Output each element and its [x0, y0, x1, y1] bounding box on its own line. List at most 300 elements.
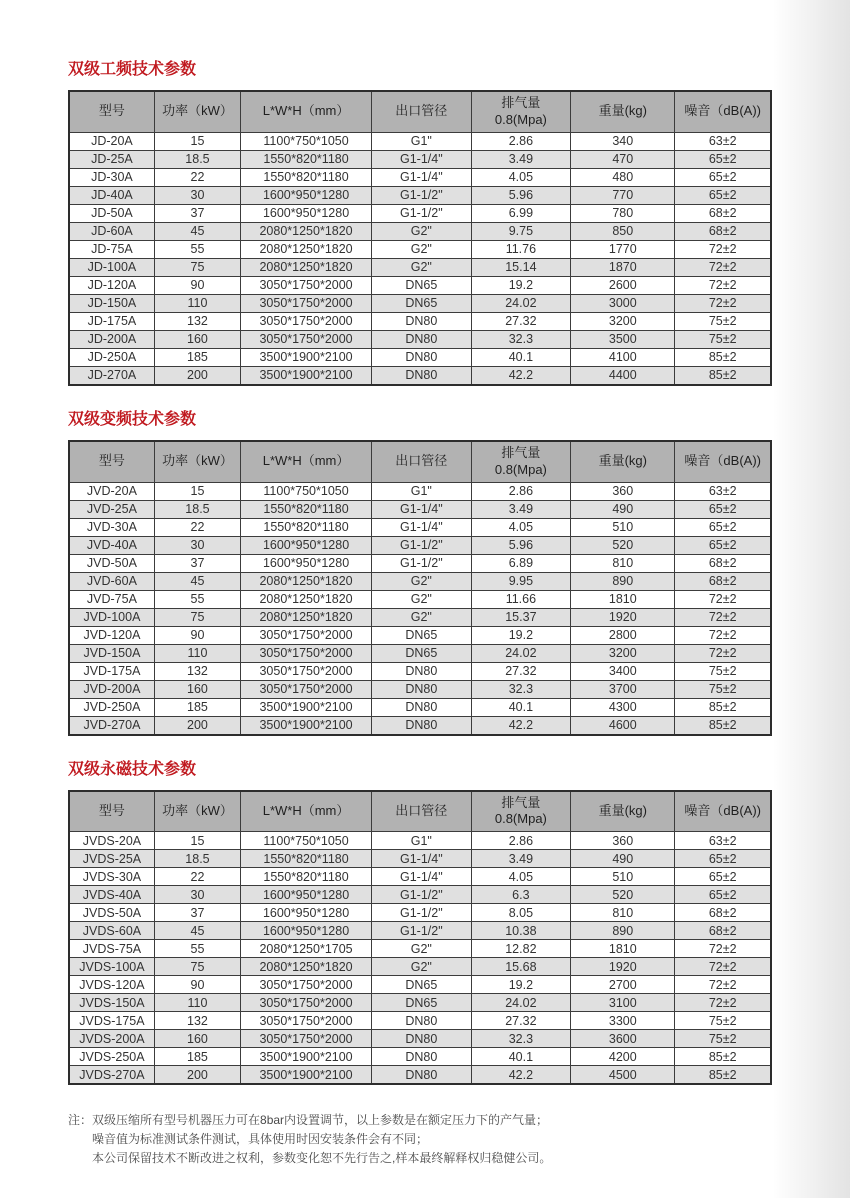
cell-dimensions: 3050*1750*2000: [241, 680, 372, 698]
cell-noise: 75±2: [675, 1030, 771, 1048]
cell-power: 22: [154, 868, 240, 886]
cell-displacement: 15.37: [471, 608, 571, 626]
cell-power: 55: [154, 590, 240, 608]
cell-displacement: 27.32: [471, 312, 571, 330]
cell-power: 22: [154, 518, 240, 536]
cell-weight: 1920: [571, 958, 675, 976]
cell-model: JVDS-250A: [69, 1048, 154, 1066]
cell-weight: 3600: [571, 1030, 675, 1048]
cell-displacement: 2.86: [471, 482, 571, 500]
cell-weight: 3200: [571, 312, 675, 330]
spec-table-variable-frequency: [68, 440, 772, 736]
cell-weight: 2700: [571, 976, 675, 994]
cell-noise: 75±2: [675, 680, 771, 698]
cell-model: JVD-60A: [69, 572, 154, 590]
cell-power: 18.5: [154, 150, 240, 168]
cell-power: 15: [154, 132, 240, 150]
table-row: [69, 132, 771, 150]
cell-weight: 360: [571, 832, 675, 850]
cell-displacement: 42.2: [471, 716, 571, 735]
section-title-industrial-frequency: 双级工频技术参数: [68, 61, 197, 78]
cell-dimensions: 1100*750*1050: [241, 482, 372, 500]
cell-model: JD-20A: [69, 132, 154, 150]
table-row: [69, 626, 771, 644]
table-row: [69, 644, 771, 662]
cell-model: JVD-200A: [69, 680, 154, 698]
cell-model: JD-250A: [69, 348, 154, 366]
cell-power: 18.5: [154, 850, 240, 868]
table-header-row: [69, 791, 771, 832]
cell-displacement: 15.14: [471, 258, 571, 276]
cell-power: 30: [154, 886, 240, 904]
cell-model: JVD-20A: [69, 482, 154, 500]
cell-power: 15: [154, 832, 240, 850]
cell-noise: 63±2: [675, 832, 771, 850]
table-row: [69, 222, 771, 240]
cell-outlet-diameter: DN80: [372, 1048, 472, 1066]
cell-displacement: 15.68: [471, 958, 571, 976]
cell-model: JVD-75A: [69, 590, 154, 608]
table-row: [69, 554, 771, 572]
cell-weight: 470: [571, 150, 675, 168]
cell-power: 90: [154, 276, 240, 294]
table-row: [69, 698, 771, 716]
cell-weight: 890: [571, 922, 675, 940]
cell-noise: 75±2: [675, 330, 771, 348]
table-row: [69, 536, 771, 554]
cell-power: 18.5: [154, 500, 240, 518]
cell-model: JVDS-150A: [69, 994, 154, 1012]
cell-dimensions: 1550*820*1180: [241, 850, 372, 868]
cell-weight: 4100: [571, 348, 675, 366]
cell-dimensions: 3050*1750*2000: [241, 1012, 372, 1030]
cell-noise: 75±2: [675, 662, 771, 680]
cell-model: JD-25A: [69, 150, 154, 168]
cell-noise: 72±2: [675, 958, 771, 976]
cell-power: 75: [154, 258, 240, 276]
cell-noise: 65±2: [675, 886, 771, 904]
cell-displacement: 11.76: [471, 240, 571, 258]
cell-outlet-diameter: G1": [372, 832, 472, 850]
cell-displacement: 27.32: [471, 662, 571, 680]
cell-model: JVD-270A: [69, 716, 154, 735]
cell-noise: 75±2: [675, 312, 771, 330]
cell-displacement: 24.02: [471, 994, 571, 1012]
cell-model: JD-40A: [69, 186, 154, 204]
cell-noise: 72±2: [675, 994, 771, 1012]
cell-dimensions: 3500*1900*2100: [241, 698, 372, 716]
cell-weight: 490: [571, 850, 675, 868]
table-row: [69, 590, 771, 608]
cell-dimensions: 1600*950*1280: [241, 922, 372, 940]
table-row: [69, 204, 771, 222]
footnote-line: 本公司保留技术不断改进之权利，参数变化恕不先行告之,样本最终解释权归稳健公司。: [92, 1150, 552, 1165]
cell-model: JD-30A: [69, 168, 154, 186]
header-cell-outlet-diameter: 出口管径: [372, 791, 472, 832]
cell-noise: 68±2: [675, 572, 771, 590]
cell-power: 90: [154, 976, 240, 994]
cell-model: JD-75A: [69, 240, 154, 258]
cell-outlet-diameter: DN80: [372, 698, 472, 716]
header-cell-model: 型号: [69, 91, 154, 132]
table-row: [69, 348, 771, 366]
cell-dimensions: 2080*1250*1820: [241, 590, 372, 608]
header-cell-noise: 噪音（dB(A)): [675, 91, 771, 132]
cell-displacement: 42.2: [471, 366, 571, 385]
cell-dimensions: 3050*1750*2000: [241, 626, 372, 644]
cell-dimensions: 2080*1250*1820: [241, 240, 372, 258]
cell-displacement: 6.89: [471, 554, 571, 572]
cell-outlet-diameter: G1-1/4": [372, 518, 472, 536]
cell-displacement: 8.05: [471, 904, 571, 922]
cell-outlet-diameter: G2": [372, 240, 472, 258]
table-row: [69, 500, 771, 518]
cell-outlet-diameter: G1-1/2": [372, 922, 472, 940]
table-header-row: [69, 91, 771, 132]
cell-displacement: 9.95: [471, 572, 571, 590]
table-row: [69, 1030, 771, 1048]
cell-displacement: 12.82: [471, 940, 571, 958]
cell-noise: 65±2: [675, 150, 771, 168]
cell-power: 45: [154, 222, 240, 240]
cell-model: JD-150A: [69, 294, 154, 312]
table-row: [69, 976, 771, 994]
cell-weight: 490: [571, 500, 675, 518]
cell-dimensions: 1550*820*1180: [241, 500, 372, 518]
cell-displacement: 24.02: [471, 294, 571, 312]
cell-model: JVDS-175A: [69, 1012, 154, 1030]
cell-model: JVD-100A: [69, 608, 154, 626]
cell-power: 200: [154, 366, 240, 385]
cell-dimensions: 3500*1900*2100: [241, 1066, 372, 1085]
cell-noise: 75±2: [675, 1012, 771, 1030]
cell-dimensions: 1550*820*1180: [241, 150, 372, 168]
section-title-variable-frequency: 双级变频技术参数: [68, 410, 197, 428]
spec-table-permanent-magnet: [68, 790, 772, 1086]
page-content: [68, 62, 772, 1167]
cell-noise: 68±2: [675, 554, 771, 572]
cell-weight: 810: [571, 904, 675, 922]
cell-outlet-diameter: G1-1/4": [372, 850, 472, 868]
cell-displacement: 3.49: [471, 150, 571, 168]
table-row: [69, 572, 771, 590]
cell-outlet-diameter: G2": [372, 258, 472, 276]
cell-outlet-diameter: DN80: [372, 1066, 472, 1085]
cell-outlet-diameter: G2": [372, 222, 472, 240]
cell-outlet-diameter: G1-1/2": [372, 904, 472, 922]
table-row: [69, 850, 771, 868]
footnotes: [68, 1111, 772, 1167]
header-cell-power: 功率（kW）: [154, 91, 240, 132]
table-row: [69, 716, 771, 735]
cell-weight: 510: [571, 868, 675, 886]
cell-model: JVD-250A: [69, 698, 154, 716]
cell-power: 185: [154, 1048, 240, 1066]
cell-power: 15: [154, 482, 240, 500]
cell-outlet-diameter: DN80: [372, 330, 472, 348]
spec-table-industrial-frequency: [68, 90, 772, 386]
header-cell-weight: 重量(kg): [571, 91, 675, 132]
table-row: [69, 186, 771, 204]
table-row: [69, 868, 771, 886]
header-cell-weight: 重量(kg): [571, 441, 675, 482]
footnote-lines: [92, 1111, 772, 1167]
cell-model: JVDS-30A: [69, 868, 154, 886]
cell-noise: 65±2: [675, 850, 771, 868]
cell-dimensions: 3500*1900*2100: [241, 1048, 372, 1066]
cell-dimensions: 2080*1250*1820: [241, 258, 372, 276]
cell-dimensions: 1550*820*1180: [241, 868, 372, 886]
cell-dimensions: 1100*750*1050: [241, 832, 372, 850]
cell-outlet-diameter: DN80: [372, 1012, 472, 1030]
cell-noise: 63±2: [675, 482, 771, 500]
cell-dimensions: 1600*950*1280: [241, 186, 372, 204]
cell-weight: 480: [571, 168, 675, 186]
cell-weight: 4200: [571, 1048, 675, 1066]
table-row: [69, 886, 771, 904]
header-cell-displacement: 排气量 0.8(Mpa): [471, 441, 571, 482]
cell-displacement: 40.1: [471, 1048, 571, 1066]
cell-displacement: 32.3: [471, 680, 571, 698]
table-row: [69, 312, 771, 330]
cell-weight: 360: [571, 482, 675, 500]
header-cell-noise: 噪音（dB(A)): [675, 791, 771, 832]
cell-weight: 520: [571, 886, 675, 904]
cell-noise: 85±2: [675, 716, 771, 735]
footnote-line: 噪音值为标准测试条件测试，具体使用时因安装条件会有不同；: [92, 1131, 429, 1146]
cell-weight: 3500: [571, 330, 675, 348]
cell-weight: 1920: [571, 608, 675, 626]
cell-outlet-diameter: DN65: [372, 626, 472, 644]
footnote-prefix: 注：: [68, 1113, 93, 1128]
cell-dimensions: 1600*950*1280: [241, 904, 372, 922]
cell-noise: 85±2: [675, 1066, 771, 1085]
cell-outlet-diameter: G1-1/2": [372, 186, 472, 204]
section-title-permanent-magnet: 双级永磁技术参数: [68, 760, 197, 778]
cell-power: 75: [154, 608, 240, 626]
table-row: [69, 1012, 771, 1030]
header-cell-displacement: 排气量 0.8(Mpa): [471, 791, 571, 832]
table-row: [69, 832, 771, 850]
header-cell-power: 功率（kW）: [154, 441, 240, 482]
cell-model: JVD-30A: [69, 518, 154, 536]
cell-weight: 510: [571, 518, 675, 536]
cell-dimensions: 3050*1750*2000: [241, 976, 372, 994]
table-row: [69, 662, 771, 680]
cell-displacement: 9.75: [471, 222, 571, 240]
cell-displacement: 5.96: [471, 186, 571, 204]
cell-displacement: 40.1: [471, 698, 571, 716]
header-cell-dimensions: L*W*H（mm）: [241, 91, 372, 132]
cell-power: 45: [154, 572, 240, 590]
cell-dimensions: 3050*1750*2000: [241, 276, 372, 294]
cell-noise: 72±2: [675, 240, 771, 258]
cell-noise: 72±2: [675, 976, 771, 994]
cell-noise: 65±2: [675, 186, 771, 204]
table-row: [69, 518, 771, 536]
cell-displacement: 19.2: [471, 276, 571, 294]
cell-outlet-diameter: DN65: [372, 976, 472, 994]
cell-dimensions: 1600*950*1280: [241, 554, 372, 572]
header-cell-model: 型号: [69, 441, 154, 482]
cell-outlet-diameter: G1": [372, 132, 472, 150]
cell-outlet-diameter: DN80: [372, 1030, 472, 1048]
cell-power: 22: [154, 168, 240, 186]
cell-noise: 68±2: [675, 222, 771, 240]
cell-noise: 72±2: [675, 644, 771, 662]
cell-outlet-diameter: G1-1/2": [372, 204, 472, 222]
cell-dimensions: 1550*820*1180: [241, 518, 372, 536]
table-row: [69, 958, 771, 976]
cell-power: 160: [154, 1030, 240, 1048]
cell-displacement: 42.2: [471, 1066, 571, 1085]
cell-model: JD-50A: [69, 204, 154, 222]
cell-noise: 65±2: [675, 500, 771, 518]
cell-noise: 72±2: [675, 608, 771, 626]
cell-outlet-diameter: G1-1/2": [372, 536, 472, 554]
cell-model: JVD-120A: [69, 626, 154, 644]
cell-noise: 72±2: [675, 590, 771, 608]
header-cell-outlet-diameter: 出口管径: [372, 441, 472, 482]
cell-noise: 65±2: [675, 518, 771, 536]
cell-displacement: 2.86: [471, 832, 571, 850]
cell-weight: 890: [571, 572, 675, 590]
cell-weight: 810: [571, 554, 675, 572]
cell-displacement: 40.1: [471, 348, 571, 366]
cell-weight: 4600: [571, 716, 675, 735]
cell-noise: 63±2: [675, 132, 771, 150]
cell-outlet-diameter: G1-1/4": [372, 168, 472, 186]
table-row: [69, 258, 771, 276]
cell-power: 90: [154, 626, 240, 644]
cell-dimensions: 3050*1750*2000: [241, 312, 372, 330]
cell-dimensions: 3050*1750*2000: [241, 994, 372, 1012]
cell-dimensions: 3050*1750*2000: [241, 1030, 372, 1048]
cell-model: JD-120A: [69, 276, 154, 294]
table-row: [69, 940, 771, 958]
cell-weight: 3300: [571, 1012, 675, 1030]
cell-model: JVD-40A: [69, 536, 154, 554]
cell-power: 30: [154, 536, 240, 554]
cell-dimensions: 3500*1900*2100: [241, 366, 372, 385]
cell-model: JVDS-40A: [69, 886, 154, 904]
footnote-line: 双级压缩所有型号机器压力可在8bar内设置调节，以上参数是在额定压力下的产气量；: [92, 1113, 549, 1128]
cell-weight: 3400: [571, 662, 675, 680]
cell-power: 75: [154, 958, 240, 976]
cell-model: JVD-25A: [69, 500, 154, 518]
cell-outlet-diameter: DN80: [372, 716, 472, 735]
cell-displacement: 6.3: [471, 886, 571, 904]
cell-dimensions: 3050*1750*2000: [241, 662, 372, 680]
cell-power: 132: [154, 662, 240, 680]
cell-weight: 3200: [571, 644, 675, 662]
cell-weight: 850: [571, 222, 675, 240]
cell-power: 110: [154, 294, 240, 312]
cell-model: JD-270A: [69, 366, 154, 385]
cell-displacement: 4.05: [471, 518, 571, 536]
cell-noise: 68±2: [675, 204, 771, 222]
cell-displacement: 19.2: [471, 626, 571, 644]
cell-model: JVDS-120A: [69, 976, 154, 994]
cell-model: JVDS-20A: [69, 832, 154, 850]
cell-noise: 65±2: [675, 536, 771, 554]
header-cell-weight: 重量(kg): [571, 791, 675, 832]
cell-power: 37: [154, 554, 240, 572]
cell-displacement: 32.3: [471, 1030, 571, 1048]
header-cell-model: 型号: [69, 791, 154, 832]
cell-noise: 72±2: [675, 294, 771, 312]
header-cell-dimensions: L*W*H（mm）: [241, 791, 372, 832]
cell-noise: 65±2: [675, 868, 771, 886]
table-row: [69, 150, 771, 168]
cell-dimensions: 3050*1750*2000: [241, 644, 372, 662]
cell-weight: 520: [571, 536, 675, 554]
cell-displacement: 2.86: [471, 132, 571, 150]
cell-noise: 68±2: [675, 904, 771, 922]
table-row: [69, 904, 771, 922]
cell-noise: 72±2: [675, 276, 771, 294]
cell-power: 200: [154, 716, 240, 735]
header-cell-noise: 噪音（dB(A)): [675, 441, 771, 482]
cell-power: 185: [154, 698, 240, 716]
cell-weight: 780: [571, 204, 675, 222]
cell-weight: 3700: [571, 680, 675, 698]
cell-outlet-diameter: G2": [372, 590, 472, 608]
cell-model: JD-100A: [69, 258, 154, 276]
table-row: [69, 276, 771, 294]
cell-displacement: 19.2: [471, 976, 571, 994]
cell-dimensions: 3500*1900*2100: [241, 348, 372, 366]
cell-outlet-diameter: G2": [372, 940, 472, 958]
cell-outlet-diameter: DN65: [372, 644, 472, 662]
cell-dimensions: 2080*1250*1820: [241, 572, 372, 590]
cell-model: JVD-50A: [69, 554, 154, 572]
header-cell-dimensions: L*W*H（mm）: [241, 441, 372, 482]
cell-model: JVDS-25A: [69, 850, 154, 868]
cell-displacement: 32.3: [471, 330, 571, 348]
cell-weight: 1870: [571, 258, 675, 276]
cell-model: JVDS-50A: [69, 904, 154, 922]
cell-power: 160: [154, 330, 240, 348]
table-row: [69, 922, 771, 940]
cell-dimensions: 3500*1900*2100: [241, 716, 372, 735]
cell-outlet-diameter: G1-1/4": [372, 868, 472, 886]
table-row: [69, 608, 771, 626]
cell-displacement: 4.05: [471, 868, 571, 886]
cell-outlet-diameter: G1-1/2": [372, 886, 472, 904]
cell-outlet-diameter: DN80: [372, 662, 472, 680]
cell-power: 37: [154, 204, 240, 222]
cell-power: 45: [154, 922, 240, 940]
cell-power: 185: [154, 348, 240, 366]
cell-weight: 1810: [571, 590, 675, 608]
header-cell-displacement: 排气量 0.8(Mpa): [471, 91, 571, 132]
table-row: [69, 240, 771, 258]
cell-outlet-diameter: DN80: [372, 348, 472, 366]
cell-outlet-diameter: DN80: [372, 312, 472, 330]
cell-weight: 770: [571, 186, 675, 204]
cell-model: JD-175A: [69, 312, 154, 330]
table-row: [69, 168, 771, 186]
cell-weight: 1770: [571, 240, 675, 258]
cell-model: JVDS-75A: [69, 940, 154, 958]
cell-weight: 4500: [571, 1066, 675, 1085]
cell-power: 200: [154, 1066, 240, 1085]
cell-power: 37: [154, 904, 240, 922]
cell-model: JD-60A: [69, 222, 154, 240]
cell-weight: 1810: [571, 940, 675, 958]
cell-model: JVD-150A: [69, 644, 154, 662]
